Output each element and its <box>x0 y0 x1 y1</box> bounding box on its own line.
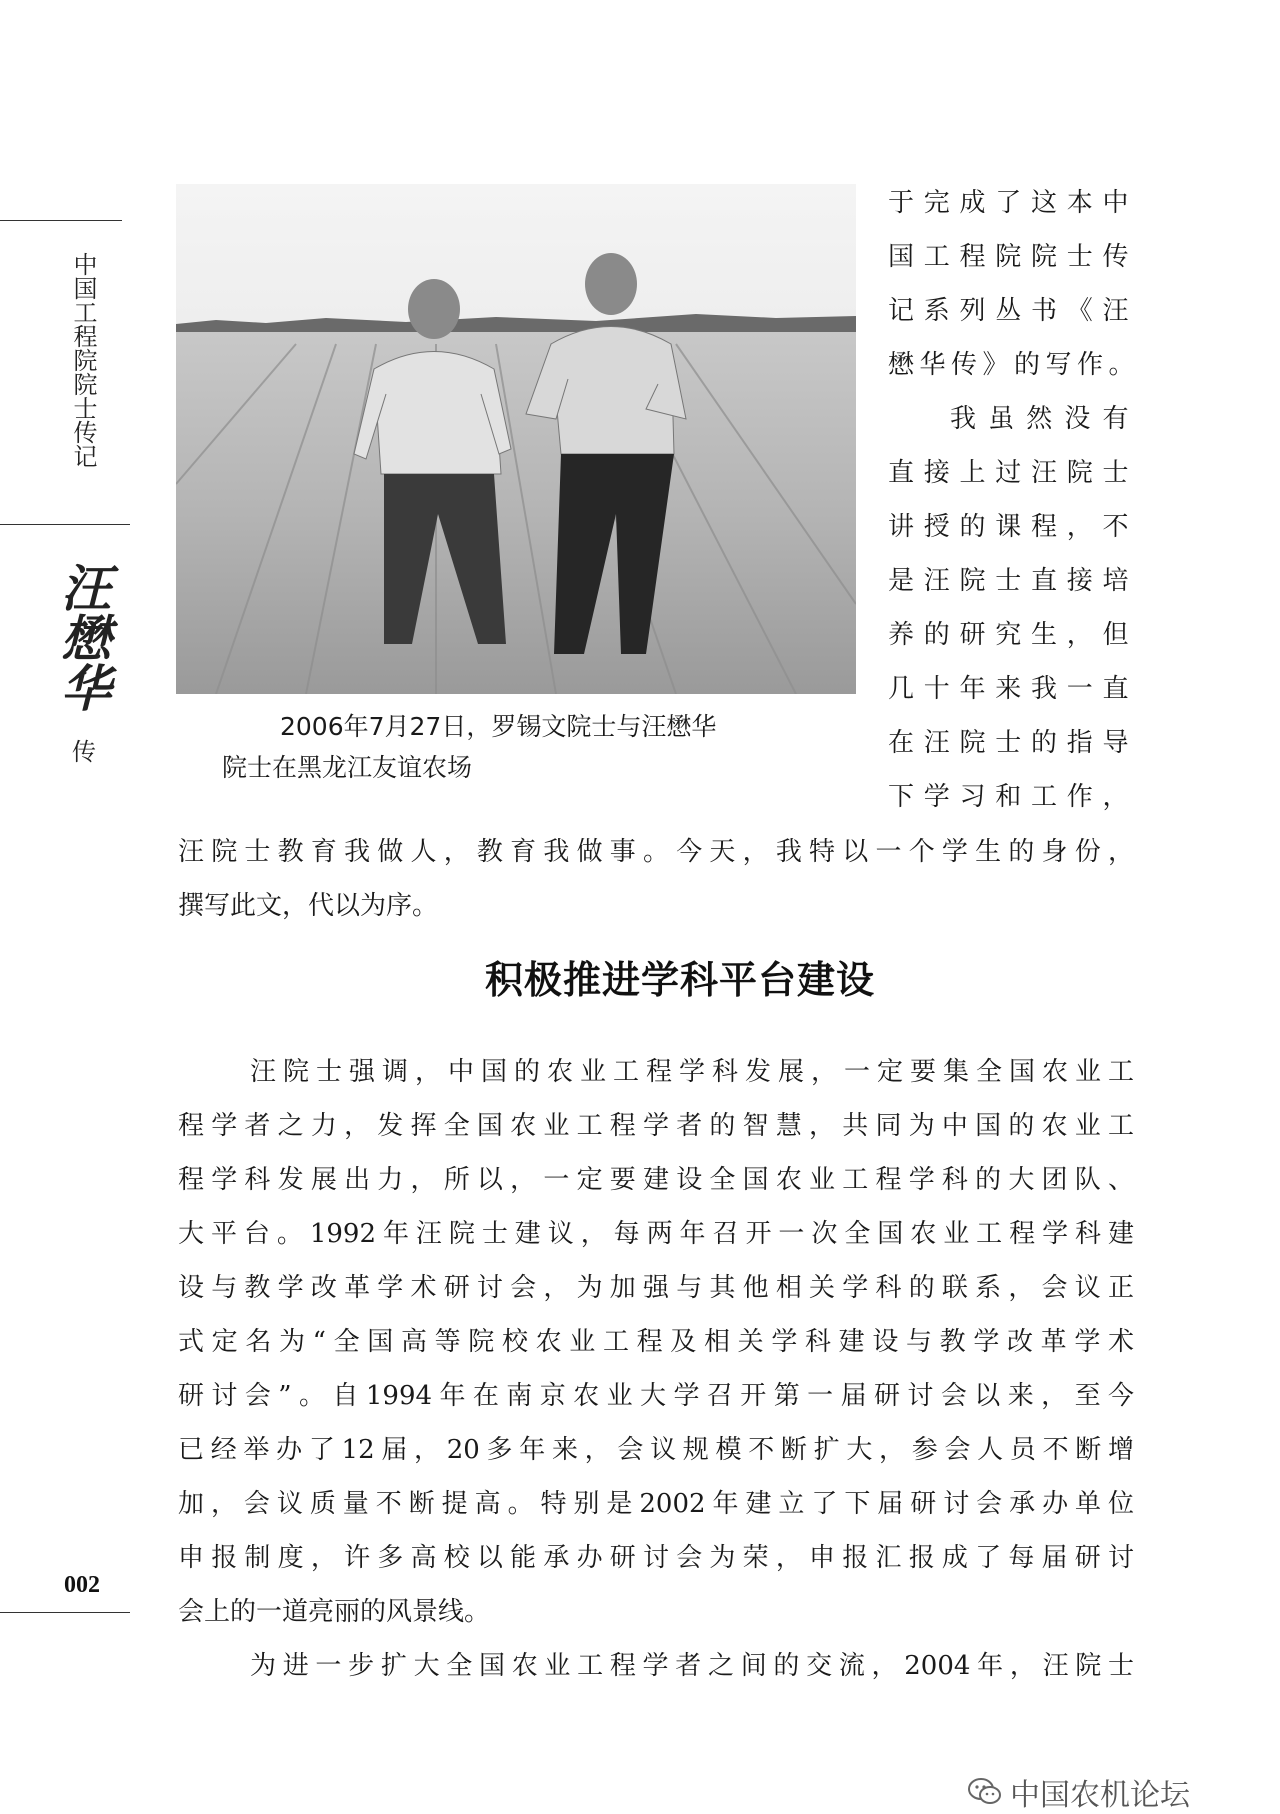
text-line: 已经举办了12届，20多年来，会议规模不断扩大，参会人员不断增 <box>178 1435 1134 1465</box>
section-heading: 积极推进学科平台建设 <box>484 958 875 1002</box>
text-line: 懋华传》的写作。 <box>888 350 1141 380</box>
section-paragraph <box>178 1639 1134 1693</box>
intro-paragraph-end <box>178 825 1134 933</box>
text-line: 式定名为“全国高等院校农业工程及相关学科建设与教学改革学术 <box>178 1327 1134 1357</box>
text-line: 申报制度，许多高校以能承办研讨会为荣，申报汇报成了每届研讨 <box>178 1543 1134 1573</box>
text-line: 大平台。1992年汪院士建议，每两年召开一次全国农业工程学科建 <box>178 1219 1134 1249</box>
text-line: 直接上过汪院士 <box>888 458 1134 488</box>
page-number: 002 <box>64 1572 100 1598</box>
sidebar-top-rule <box>0 220 122 221</box>
text-line: 记系列丛书《汪 <box>888 296 1134 326</box>
text-line: 是汪院士直接培 <box>888 566 1134 596</box>
text-line: 几十年来我一直 <box>888 674 1134 704</box>
sidebar-middle-rule <box>0 524 130 525</box>
text-line: 撰写此文，代以为序。 <box>178 891 439 921</box>
text-line: 下学习和工作， <box>888 782 1134 812</box>
text-line: 我虽然没有 <box>950 404 1134 434</box>
text-line: 国工程院院士传 <box>888 242 1134 272</box>
text-line: 汪院士强调，中国的农业工程学科发展，一定要集全国农业工 <box>250 1057 1134 1087</box>
text-line: 为进一步扩大全国农业工程学者之间的交流，2004年，汪院士 <box>250 1651 1134 1681</box>
text-line: 于完成了这本中 <box>888 188 1134 218</box>
text-line: 讲授的课程，不 <box>888 512 1134 542</box>
caption-line: 2006年7月27日，罗锡文院士与汪懋华 <box>280 712 717 741</box>
caption-line: 院士在黑龙江友谊农场 <box>222 753 473 782</box>
text-line: 汪院士教育我做人，教育我做事。今天，我特以一个学生的身份， <box>178 837 1134 867</box>
text-line: 加，会议质量不断提高。特别是2002年建立了下届研讨会承办单位 <box>178 1489 1134 1519</box>
text-line: 设与教学改革学术研讨会，为加强与其他相关学科的联系，会议正 <box>178 1273 1134 1303</box>
text-line: 养的研究生，但 <box>888 620 1134 650</box>
book-title: 汪懋华 <box>53 562 112 712</box>
watermark <box>968 1770 1190 1814</box>
sidebar-bottom-rule <box>0 1612 130 1613</box>
text-line: 研讨会”。自1994年在南京农业大学召开第一届研讨会以来，至今 <box>178 1381 1134 1411</box>
intro-side-column <box>888 176 1141 824</box>
section-paragraph <box>178 1045 1134 1639</box>
wechat-icon <box>968 1778 1002 1806</box>
text-line: 会上的一道亮丽的风景线。 <box>178 1597 491 1627</box>
text-line: 程学者之力，发挥全国农业工程学者的智慧，共同为中国的农业工 <box>178 1111 1134 1141</box>
watermark-text: 中国农机论坛 <box>1010 1778 1190 1813</box>
text-line: 在汪院士的指导 <box>888 728 1134 758</box>
book-title-suffix: 传 <box>72 738 96 766</box>
photo-caption <box>200 706 830 788</box>
field-photo <box>176 184 856 694</box>
text-line: 程学科发展出力，所以，一定要建设全国农业工程学科的大团队、 <box>178 1165 1134 1195</box>
series-title: 中国工程院院士传记 <box>69 252 97 468</box>
